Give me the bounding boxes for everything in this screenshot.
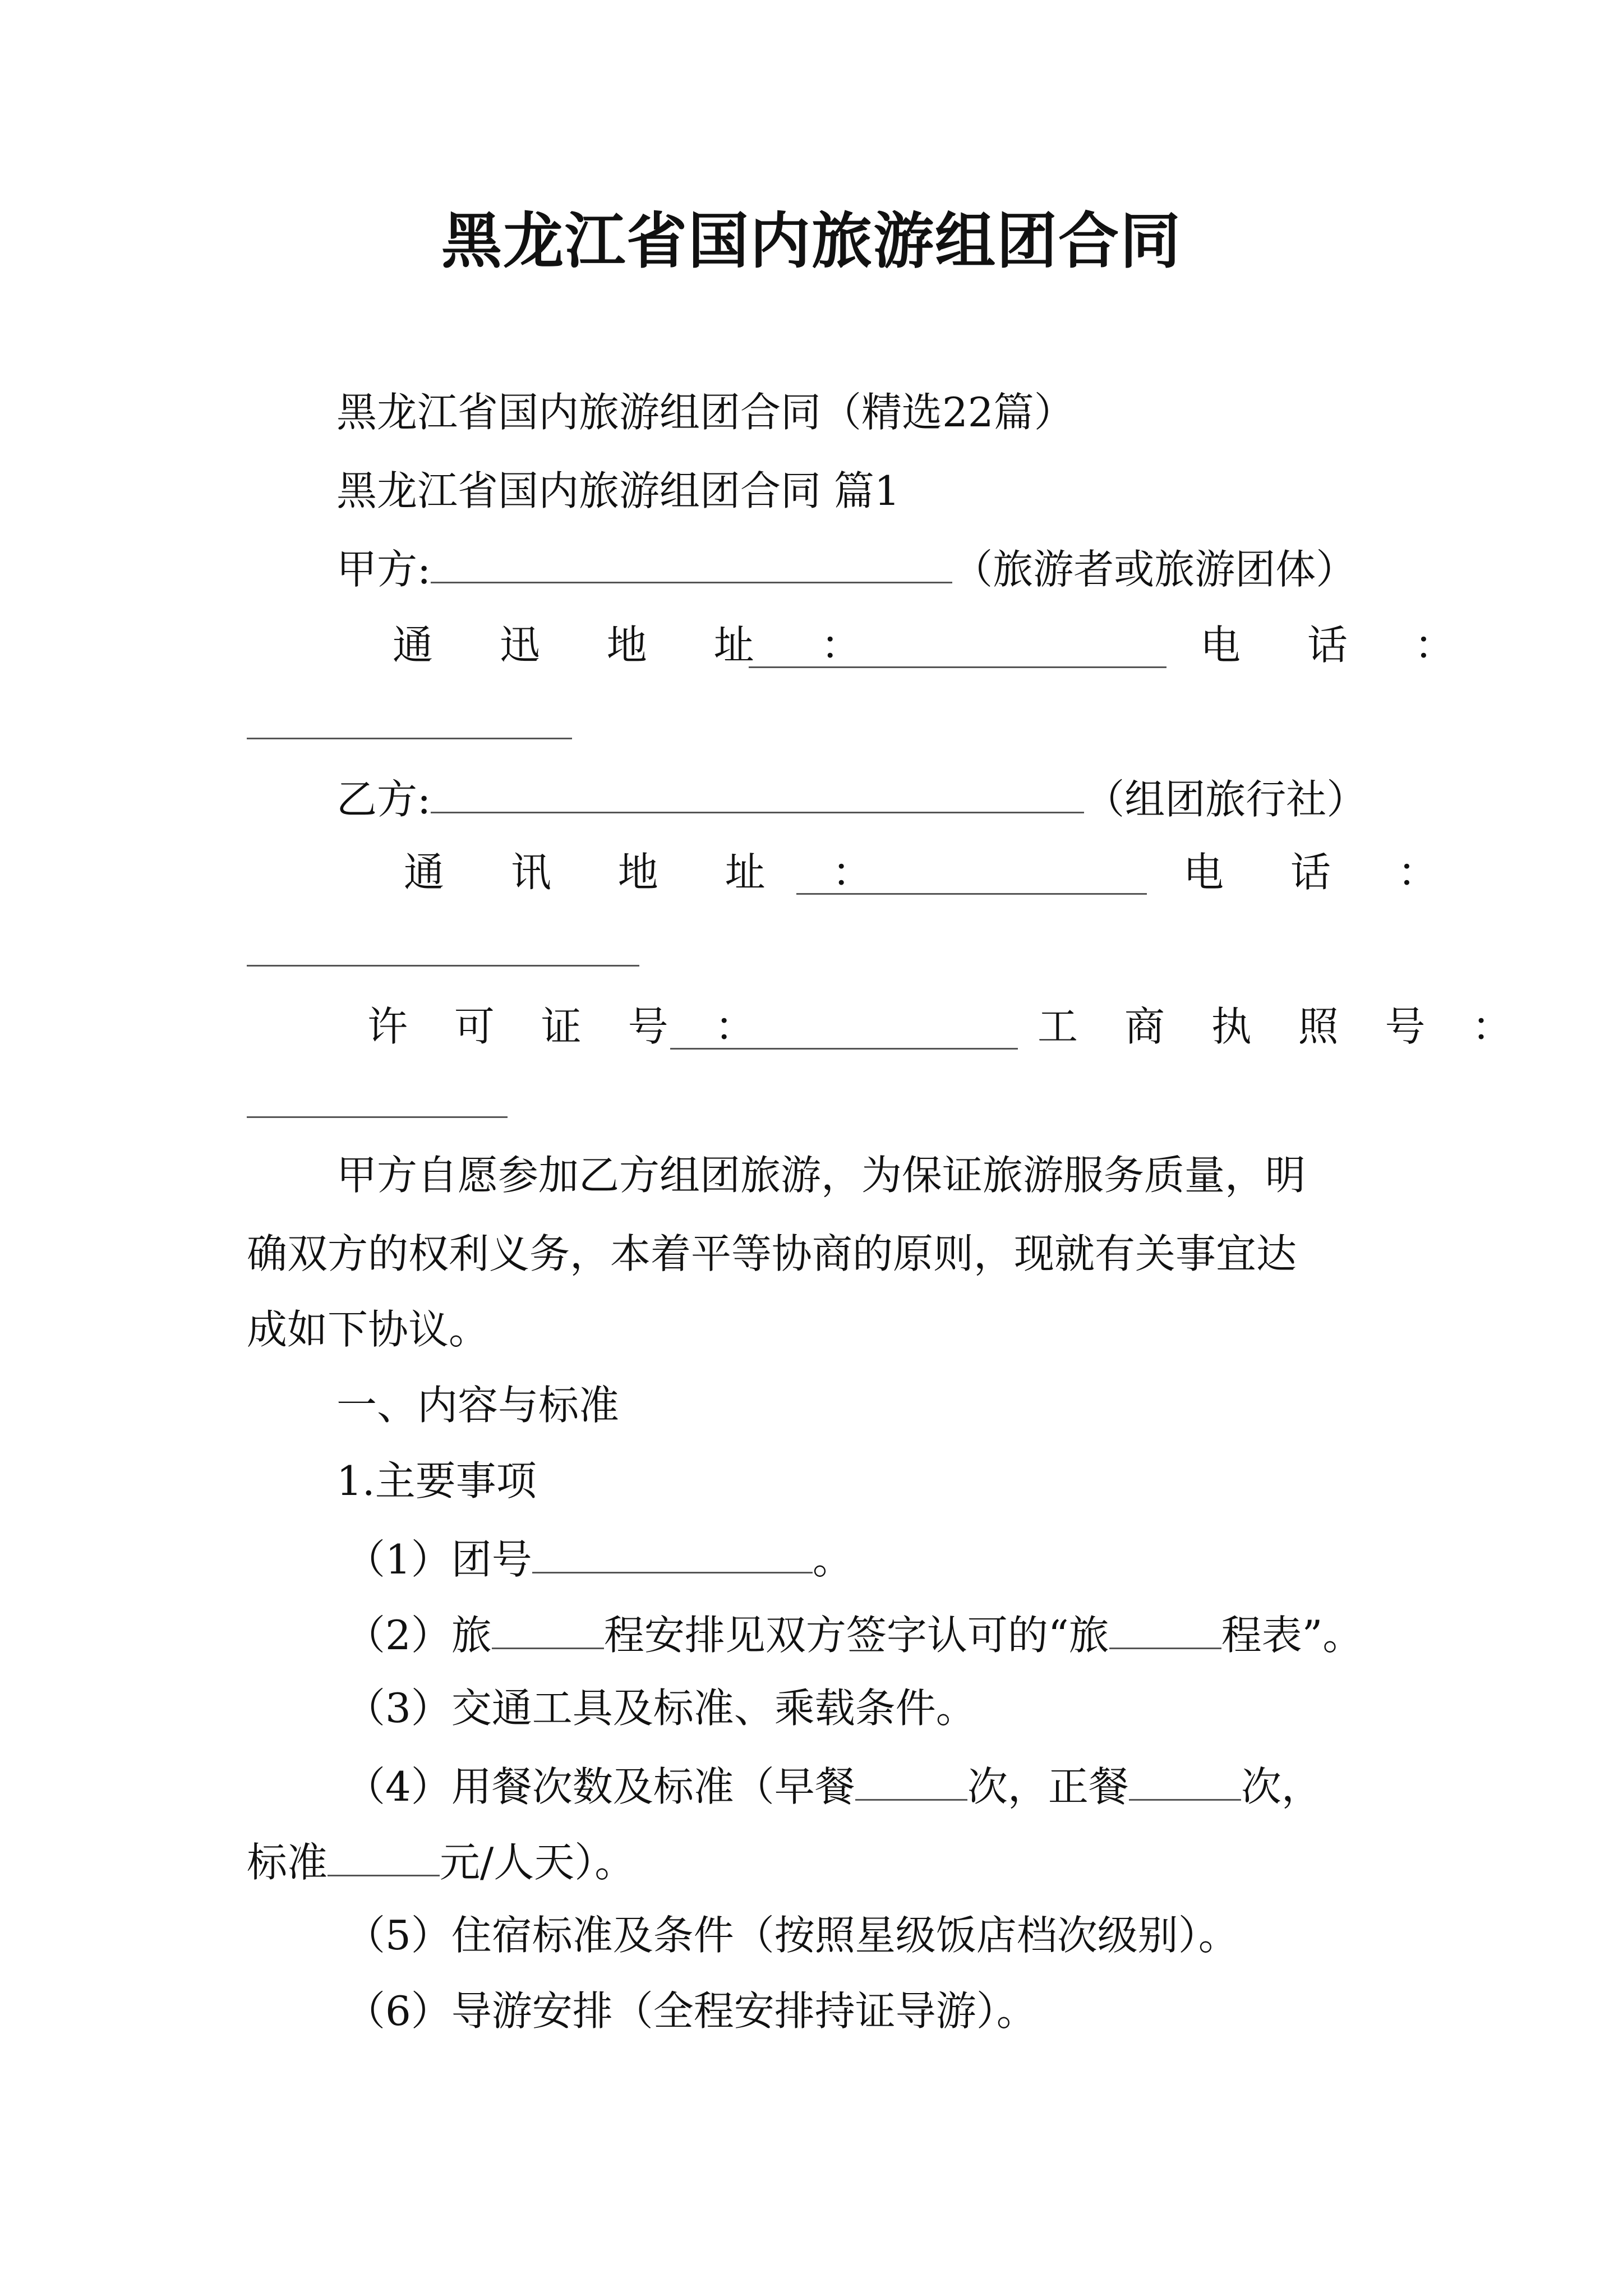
intro-line-2: 确双方的权利义务，本着平等协商的原则，现就有关事宜达 [247, 1230, 1297, 1277]
group-number-blank[interactable] [532, 1531, 813, 1573]
item-6: （6）导游安排（全程安排持证导游）。 [345, 1987, 1037, 2035]
party-a-name-blank[interactable] [431, 541, 952, 583]
item-4-part4: 标准 [247, 1839, 328, 1886]
business-license-blank[interactable] [247, 1116, 508, 1118]
item-4-part5: 元/人天）。 [440, 1839, 635, 1886]
item-3: （3）交通工具及标准、乘载条件。 [345, 1685, 976, 1732]
document-title: 黑龙江省国内旅游组团合同 [441, 206, 1182, 277]
subtitle: 黑龙江省国内旅游组团合同（精选22篇） [336, 389, 1075, 436]
party-b-address-label: 通 讯 地 址 ： [404, 849, 900, 896]
party-b-line [336, 771, 1367, 825]
party-b-address-line [404, 847, 900, 898]
party-a-address-line [393, 620, 888, 670]
item-2-part1: （2）旅 [345, 1612, 492, 1659]
party-b-phone-label: 电 话 ： [1183, 849, 1465, 896]
item-2-blank-1[interactable] [492, 1607, 604, 1649]
party-b-address-blank[interactable] [796, 893, 1147, 895]
license-label: 许 可 证 号 ： [367, 1003, 772, 1050]
meal-count-blank[interactable] [1129, 1759, 1241, 1801]
item-4 [345, 1759, 1322, 1812]
item-1-prefix: （1）团号 [345, 1536, 532, 1583]
party-b-label: 乙方: [336, 776, 431, 823]
breakfast-count-blank[interactable] [855, 1759, 967, 1801]
business-license-label: 工 商 执 照 号 ： [1038, 1003, 1529, 1050]
item-2-blank-2[interactable] [1109, 1607, 1221, 1649]
party-a-address-blank[interactable] [749, 666, 1166, 668]
party-a-phone-line [1200, 620, 1482, 670]
item-4-part3: 次， [1241, 1763, 1322, 1810]
business-license-line [1038, 1001, 1529, 1052]
meal-standard-blank[interactable] [328, 1834, 440, 1876]
party-a-address-label: 通 迅 地 址 ： [393, 622, 888, 669]
license-line [367, 1001, 772, 1052]
party-a-suffix: （旅游者或旅游团体） [952, 546, 1357, 593]
item-1 [345, 1531, 853, 1585]
item-5: （5）住宿标准及条件（按照星级饭店档次级别）。 [345, 1912, 1239, 1959]
party-a-label: 甲方: [336, 546, 431, 593]
item-2 [345, 1607, 1363, 1660]
section1-heading: 一、内容与标准 [336, 1382, 620, 1429]
section-heading: 黑龙江省国内旅游组团合同 篇1 [336, 467, 900, 514]
party-a-line [336, 541, 1356, 595]
item-4-part1: （4）用餐次数及标准（早餐 [345, 1763, 855, 1810]
item-4-part2: 次，正餐 [967, 1763, 1129, 1810]
item-4-continued [247, 1834, 635, 1888]
intro-line-3: 成如下协议。 [247, 1306, 490, 1353]
section1-subheading: 1.主要事项 [336, 1457, 537, 1504]
item-1-suffix: 。 [812, 1536, 853, 1583]
party-b-name-blank[interactable] [431, 771, 1084, 813]
item-2-part3: 程表”。 [1221, 1612, 1363, 1659]
party-a-phone-blank[interactable] [247, 738, 572, 739]
party-b-phone-line [1183, 847, 1465, 898]
item-2-part2: 程安排见双方签字认可的“旅 [603, 1612, 1109, 1659]
license-blank[interactable] [670, 1048, 1018, 1050]
party-a-phone-label: 电 话 ： [1200, 622, 1482, 669]
intro-line-1: 甲方自愿参加乙方组团旅游，为保证旅游服务质量，明 [336, 1152, 1306, 1199]
party-b-phone-blank[interactable] [247, 965, 639, 967]
party-b-suffix: （组团旅行社） [1084, 776, 1367, 823]
